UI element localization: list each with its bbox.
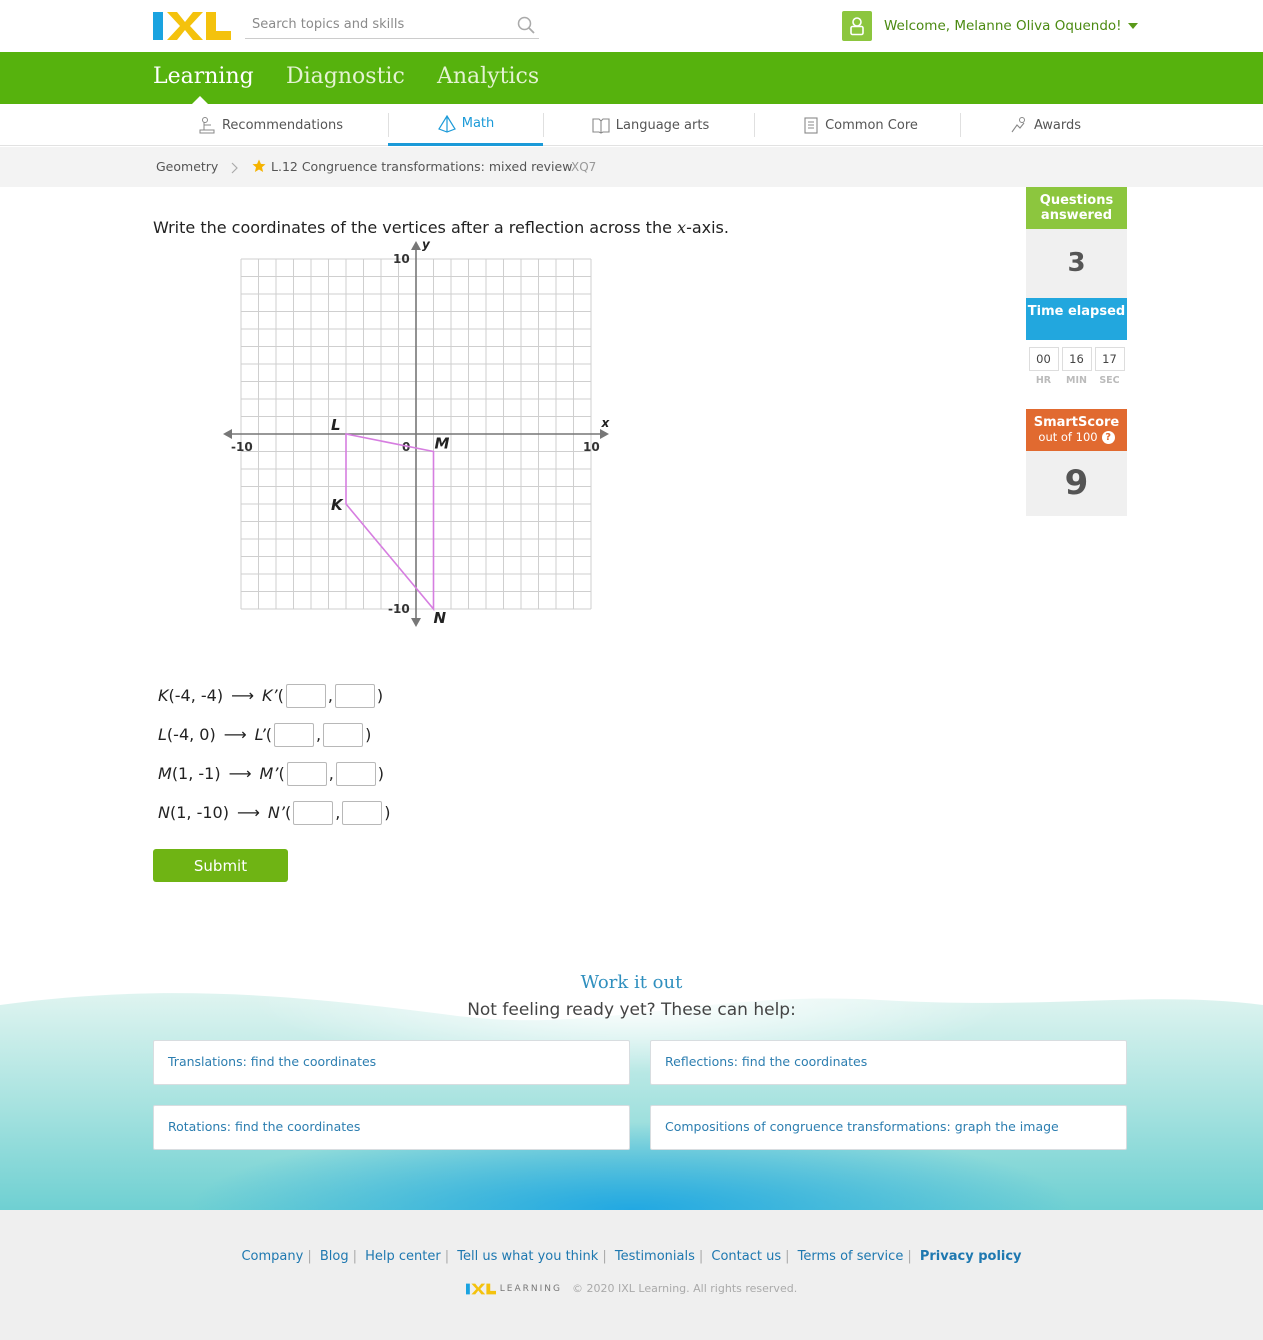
divider bbox=[960, 113, 961, 137]
checklist-icon bbox=[802, 116, 820, 134]
copyright bbox=[0, 1282, 1263, 1295]
image-vertex-name: L’ bbox=[254, 725, 266, 744]
footer-link-contact[interactable]: Contact us bbox=[711, 1249, 782, 1264]
questions-answered-value: 3 bbox=[1026, 229, 1127, 298]
account-menu[interactable] bbox=[842, 11, 1138, 41]
timer-minutes: 16 bbox=[1062, 347, 1092, 371]
arrow-right-icon: ⟶ bbox=[236, 803, 260, 822]
footer-link-help[interactable]: Help center bbox=[365, 1249, 441, 1264]
star-icon bbox=[252, 159, 266, 173]
wave-background bbox=[0, 960, 1263, 1210]
awards-icon bbox=[1009, 116, 1029, 134]
answer-row: K (-4, -4) ⟶ K’ ( , ) bbox=[158, 676, 391, 715]
vertex-name: L bbox=[158, 725, 167, 744]
help-icon[interactable]: ? bbox=[1102, 431, 1115, 444]
tab-label: Awards bbox=[1033, 117, 1082, 133]
answer-row: N (1, -10) ⟶ N’ ( , ) bbox=[158, 793, 391, 832]
work-it-out-subtitle: Not feeling ready yet? These can help: bbox=[467, 1000, 796, 1020]
arrow-right-icon: ⟶ bbox=[228, 764, 252, 783]
tab-math[interactable] bbox=[388, 104, 543, 146]
breadcrumb-subject[interactable]: Geometry bbox=[156, 159, 219, 174]
vertex-label-l: L bbox=[331, 416, 341, 434]
main-nav bbox=[0, 52, 1263, 104]
answer-x-input[interactable] bbox=[293, 801, 333, 825]
search-box bbox=[245, 11, 539, 39]
timer-unit: HR bbox=[1035, 375, 1052, 386]
arrow-icon bbox=[223, 429, 232, 439]
timer bbox=[1026, 340, 1127, 409]
vertex-coords: (-4, -4) bbox=[168, 686, 224, 705]
timer-hours: 00 bbox=[1029, 347, 1059, 371]
breadcrumb-skill: L.12 Congruence transformations: mixed review bbox=[271, 159, 573, 174]
tab-common-core[interactable] bbox=[780, 104, 940, 146]
timer-unit: MIN bbox=[1066, 375, 1087, 386]
work-it-out-background bbox=[0, 960, 1263, 1210]
vertex-label-n: N bbox=[433, 609, 447, 627]
nav-diagnostic[interactable]: Diagnostic bbox=[286, 64, 405, 89]
answer-row: L (-4, 0) ⟶ L’ ( , ) bbox=[158, 715, 391, 754]
footer-link-testimonials[interactable]: Testimonials bbox=[614, 1249, 695, 1264]
answer-x-input[interactable] bbox=[286, 684, 326, 708]
image-vertex-name: K’ bbox=[262, 686, 278, 705]
tab-awards[interactable] bbox=[1000, 104, 1090, 146]
answer-row: M (1, -1) ⟶ M’ ( , ) bbox=[158, 754, 391, 793]
help-link-card[interactable]: Compositions of congruence transformations: graph the image bbox=[650, 1105, 1127, 1150]
tab-label: Math bbox=[461, 116, 495, 131]
user-icon bbox=[849, 16, 865, 36]
arrow-icon bbox=[600, 429, 609, 439]
submit-button[interactable]: Submit bbox=[153, 849, 288, 882]
search-icon[interactable] bbox=[517, 16, 535, 34]
help-link-card[interactable]: Reflections: find the coordinates bbox=[650, 1040, 1127, 1085]
time-elapsed-label: Time elapsed bbox=[1026, 298, 1127, 340]
vertex-label-k: K bbox=[331, 496, 343, 514]
tab-label: Recommendations bbox=[221, 117, 343, 133]
active-nav-pointer bbox=[192, 96, 208, 104]
ixl-footer-logo bbox=[466, 1283, 496, 1295]
timer-unit: SEC bbox=[1099, 375, 1120, 386]
question-text-part: Write the coordinates of the vertices after a reflection across the bbox=[153, 218, 678, 237]
help-link-card[interactable]: Translations: find the coordinates bbox=[153, 1040, 630, 1085]
smartscore-sub: out of 100 bbox=[1038, 430, 1098, 444]
y-axis-label: y bbox=[422, 238, 430, 252]
search-input[interactable] bbox=[245, 11, 505, 38]
footer-link-company[interactable]: Company bbox=[241, 1249, 304, 1264]
nav-analytics[interactable]: Analytics bbox=[437, 64, 540, 89]
footer-link-feedback[interactable]: Tell us what you think bbox=[457, 1249, 599, 1264]
coordinate-plane bbox=[220, 238, 620, 633]
nav-learning[interactable]: Learning bbox=[153, 64, 254, 89]
question-text-part: -axis. bbox=[686, 218, 729, 237]
smartscore-header bbox=[1026, 409, 1127, 451]
work-it-out-title: Work it out bbox=[580, 972, 683, 993]
chevron-down-icon[interactable] bbox=[1128, 23, 1138, 29]
tick-label: 10 bbox=[583, 440, 600, 454]
answer-form bbox=[158, 676, 391, 832]
vertex-name: K bbox=[158, 686, 169, 705]
answer-y-input[interactable] bbox=[323, 723, 363, 747]
answer-y-input[interactable] bbox=[336, 762, 376, 786]
answer-x-input[interactable] bbox=[287, 762, 327, 786]
vertex-name: M bbox=[158, 764, 172, 783]
footer-link-terms[interactable]: Terms of service bbox=[797, 1249, 904, 1264]
tick-label: -10 bbox=[388, 602, 410, 616]
subject-tabs bbox=[0, 104, 1263, 146]
vertex-label-m: M bbox=[434, 434, 450, 453]
vertex-coords: (1, -10) bbox=[169, 803, 229, 822]
footer bbox=[0, 1210, 1263, 1340]
avatar bbox=[842, 11, 872, 41]
chevron-right-icon bbox=[231, 162, 239, 174]
smartscore-label: SmartScore bbox=[1033, 415, 1120, 430]
divider bbox=[754, 113, 755, 137]
arrow-icon bbox=[411, 241, 421, 250]
divider bbox=[543, 113, 544, 137]
tick-label: 10 bbox=[393, 252, 410, 266]
vertex-name: N bbox=[158, 803, 170, 822]
timer-seconds: 17 bbox=[1095, 347, 1125, 371]
arrow-right-icon: ⟶ bbox=[223, 725, 247, 744]
footer-link-privacy[interactable]: Privacy policy bbox=[919, 1249, 1022, 1264]
image-vertex-name: N’ bbox=[267, 803, 285, 822]
tab-language-arts[interactable] bbox=[560, 104, 740, 146]
smartscore-value: 9 bbox=[1026, 451, 1127, 516]
answer-y-input[interactable] bbox=[335, 684, 375, 708]
skill-code: XQ7 bbox=[571, 160, 597, 174]
question-variable: x bbox=[677, 218, 687, 237]
footer-links: Company | Blog | Help center | Tell us what you think | Testimonials | Contact us | Terms of service | Privacy policy bbox=[241, 1249, 1022, 1264]
arrow-right-icon: ⟶ bbox=[231, 686, 254, 705]
answer-x-input[interactable] bbox=[274, 723, 314, 747]
welcome-text: Welcome, Melanne Oliva Oquendo! bbox=[884, 18, 1122, 34]
vertex-coords: (-4, 0) bbox=[166, 725, 216, 744]
answer-y-input[interactable] bbox=[342, 801, 382, 825]
footer-logo-word: LEARNING bbox=[499, 1283, 563, 1294]
arrow-icon bbox=[411, 618, 421, 627]
question-text bbox=[153, 218, 729, 237]
ixl-logo[interactable] bbox=[153, 12, 231, 40]
top-bar bbox=[0, 0, 1263, 52]
recommendations-icon bbox=[197, 116, 217, 134]
tab-label: Language arts bbox=[615, 117, 710, 133]
help-link-card[interactable]: Rotations: find the coordinates bbox=[153, 1105, 630, 1150]
footer-link-blog[interactable]: Blog bbox=[319, 1249, 349, 1264]
progress-sidebar bbox=[1026, 187, 1127, 516]
image-vertex-name: M’ bbox=[259, 764, 279, 783]
book-icon bbox=[591, 116, 611, 134]
breadcrumb bbox=[0, 147, 1263, 187]
copyright-text: © 2020 IXL Learning. All rights reserved. bbox=[572, 1282, 798, 1295]
tick-label: -10 bbox=[231, 440, 253, 454]
vertex-coords: (1, -1) bbox=[171, 764, 221, 783]
pyramid-icon bbox=[437, 115, 457, 133]
tab-label: Common Core bbox=[825, 117, 918, 133]
x-axis-label: x bbox=[601, 416, 610, 430]
tab-recommendations[interactable] bbox=[190, 104, 350, 146]
questions-answered-label: Questions answered bbox=[1026, 187, 1127, 229]
tick-label: 0 bbox=[402, 440, 411, 454]
